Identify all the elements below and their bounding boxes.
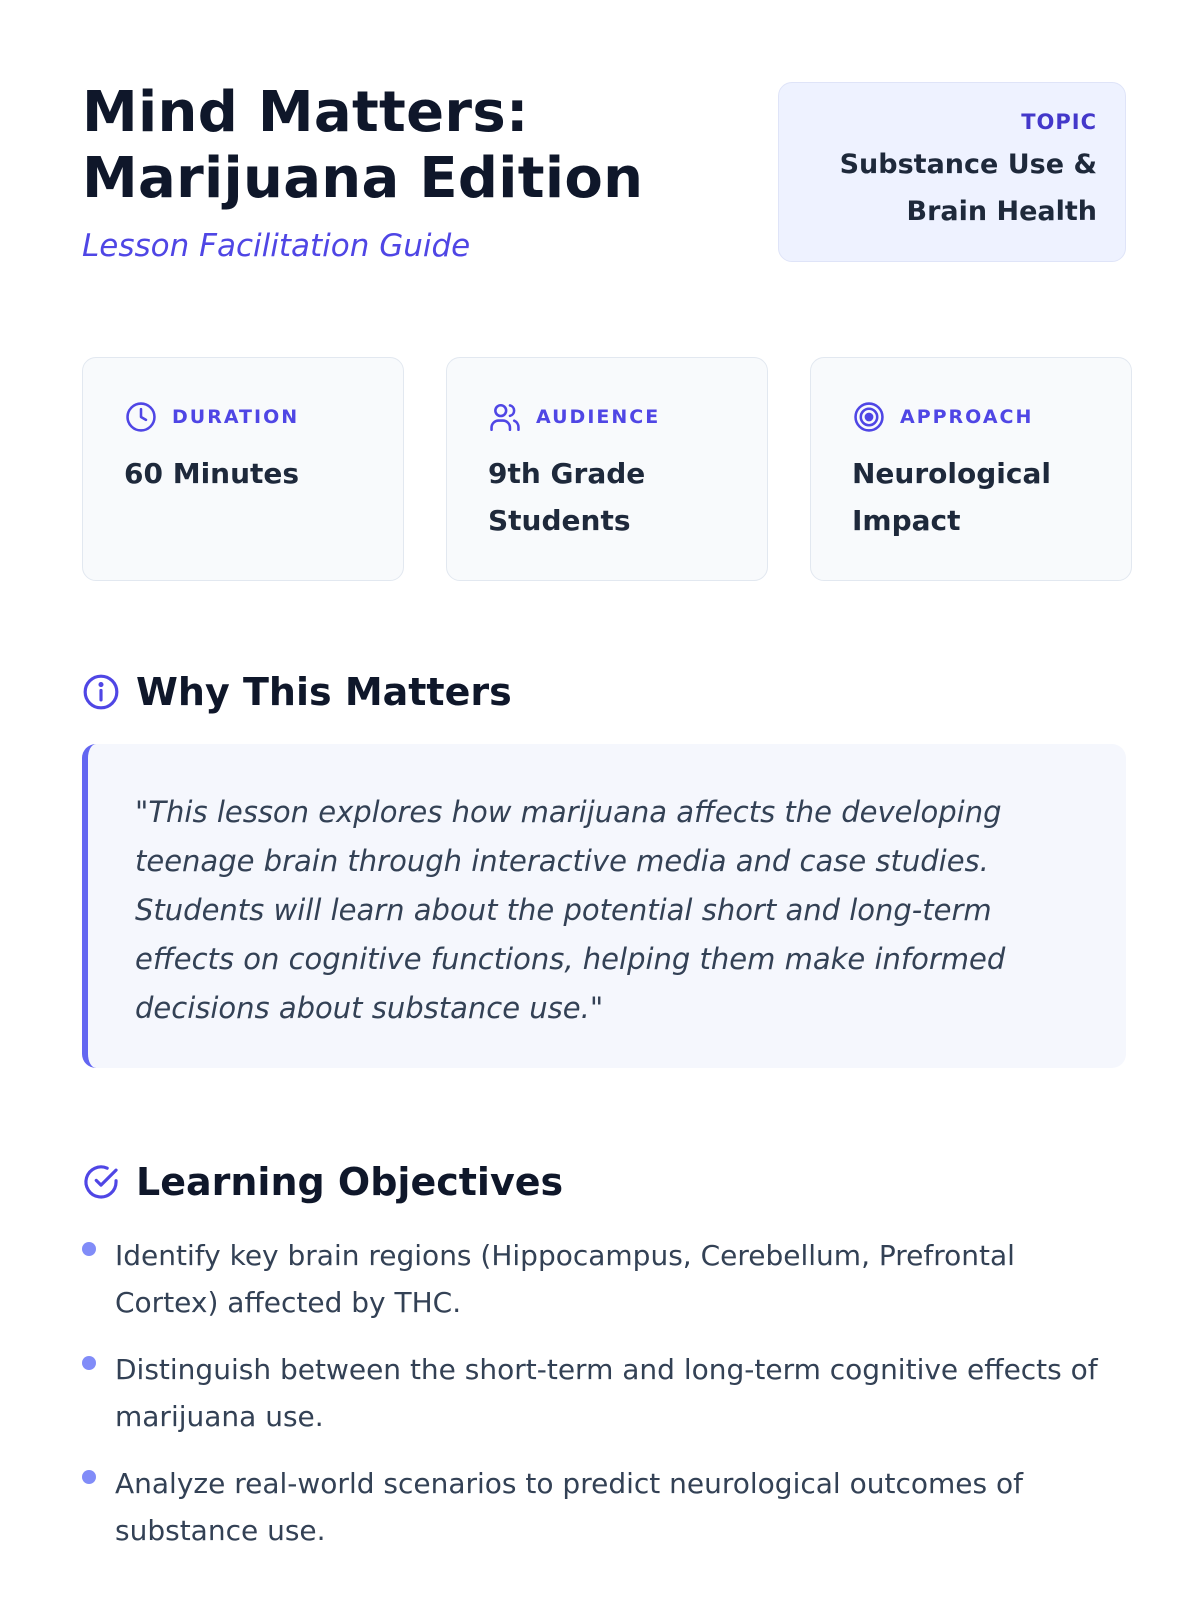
users-icon <box>488 400 522 434</box>
topic-card <box>778 82 1126 262</box>
info-icon <box>82 673 120 711</box>
objectives-list <box>82 1232 1126 1574</box>
objectives-section-title: Learning Objectives <box>136 1160 564 1204</box>
objective-text: Analyze real-world scenarios to predict neurological outcomes of substance use. <box>115 1467 1023 1547</box>
page-title <box>82 80 643 212</box>
audience-value: 9th Grade Students <box>488 457 646 537</box>
duration-label: DURATION <box>172 406 300 428</box>
topic-label: TOPIC <box>1021 110 1097 134</box>
audience-card <box>446 357 768 581</box>
clock-icon <box>124 400 158 434</box>
title-line-2: Marijuana Edition <box>82 146 644 211</box>
topic-value: Substance Use & Brain Health <box>839 149 1097 227</box>
why-section-header <box>82 670 512 714</box>
bullet-dot <box>82 1242 96 1256</box>
audience-label: AUDIENCE <box>536 406 661 428</box>
title-line-1: Mind Matters: <box>82 80 529 145</box>
objective-text: Identify key brain regions (Hippocampus, Cerebellum, Prefrontal Cortex) affected by THC. <box>115 1239 1015 1319</box>
list-item <box>82 1460 1126 1554</box>
bullet-dot <box>82 1356 96 1370</box>
why-section-title: Why This Matters <box>136 670 512 714</box>
objectives-section-header <box>82 1160 563 1204</box>
why-quote-box <box>82 744 1126 1068</box>
approach-label: APPROACH <box>900 406 1034 428</box>
bullet-dot <box>82 1470 96 1484</box>
list-item <box>82 1232 1126 1326</box>
list-item <box>82 1346 1126 1440</box>
approach-value: Neurological Impact <box>852 457 1051 537</box>
objective-text: Distinguish between the short-term and long-term cognitive effects of marijuana use. <box>115 1353 1098 1433</box>
target-icon <box>852 400 886 434</box>
page-subtitle: Lesson Facilitation Guide <box>82 228 471 264</box>
check-circle-icon <box>82 1163 120 1201</box>
duration-value: 60 Minutes <box>124 457 300 490</box>
approach-card <box>810 357 1132 581</box>
duration-card <box>82 357 404 581</box>
why-quote-text: "This lesson explores how marijuana affects the developing teenage brain through interactive media and case studies. Students will learn about the potential short and long-term effects on cognitive functions, helping them make informed decisions about substance use." <box>135 795 1006 1025</box>
